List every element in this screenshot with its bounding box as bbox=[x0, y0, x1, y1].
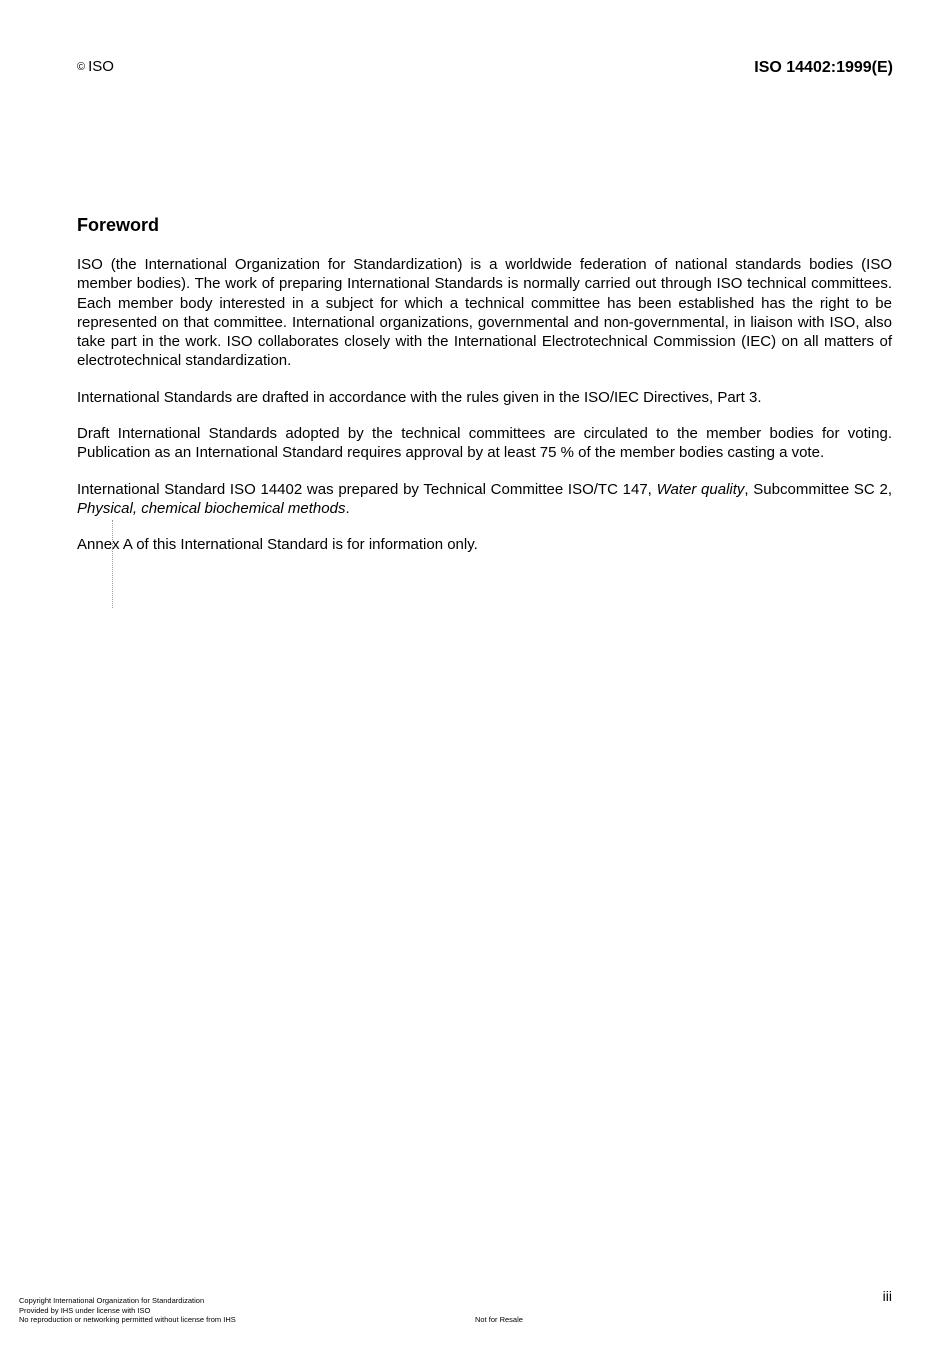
foreword-paragraph-5: Annex A of this International Standard is for information only. bbox=[77, 536, 478, 554]
footer-line-1: Copyright International Organization for Standardization bbox=[19, 1296, 205, 1305]
standard-identifier: ISO 14402:1999(E) bbox=[754, 59, 893, 76]
footer-line-3: No reproduction or networking permitted without license from IHS bbox=[19, 1315, 236, 1324]
foreword-title: Foreword bbox=[77, 215, 160, 235]
foreword-section bbox=[77, 214, 892, 555]
subcommittee-name: Physical, chemical biochemical methods bbox=[77, 499, 346, 517]
copyright-symbol: © bbox=[77, 61, 86, 73]
committee-name: Water quality bbox=[656, 480, 745, 498]
foreword-paragraph-2: International Standards are drafted in accordance with the rules given in the ISO/IEC Directives, Part 3. bbox=[77, 388, 762, 406]
copyright-owner: ISO bbox=[88, 58, 114, 75]
footer-resale-notice: Not for Resale bbox=[475, 1315, 523, 1324]
foreword-paragraph-1: ISO (the International Organization for Standardization) is a worldwide federation of national standards bodies (ISO member bodies). The work of preparing International Standards is normally carried out through ISO technical committees. Each member body interested in a subject for which a technical committee has been established has the right to be represented on that committee. International organizations, governmental and non-governmental, in liaison with ISO, also take part in the work. ISO collaborates closely with the International Electrotechnical Commission (IEC) on all matters of electrotechnical standardization. bbox=[77, 256, 892, 370]
page-number: iii bbox=[882, 1288, 892, 1304]
foreword-paragraph-3: Draft International Standards adopted by the technical committees are circulated to the member bodies for voting. Publication as an International Standard requires approval by at least 75 % of the member bodies casting a vote. bbox=[77, 425, 892, 462]
header-copyright bbox=[77, 58, 114, 75]
paragraph-4-text-2: , Subcommittee SC 2, bbox=[744, 480, 892, 498]
foreword-paragraph-4 bbox=[77, 480, 892, 519]
footer-line-2: Provided by IHS under license with ISO bbox=[19, 1305, 151, 1315]
footer-copyright-notice bbox=[19, 1296, 236, 1325]
dotted-marker-line bbox=[112, 520, 113, 608]
paragraph-4-text-1: International Standard ISO 14402 was prepared by Technical Committee ISO/TC 147, bbox=[77, 480, 657, 498]
paragraph-4-text-3: . bbox=[345, 499, 350, 517]
